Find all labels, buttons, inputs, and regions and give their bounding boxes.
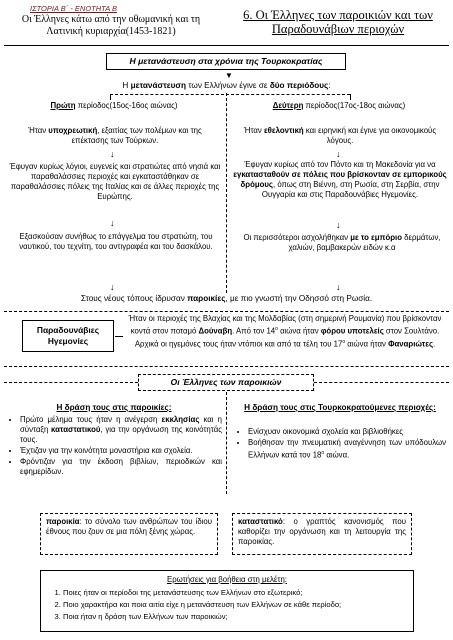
question-item: 3. Ποια ήταν η δράση των Ελλήνων των παροικιών; (63, 612, 405, 622)
second-p3-end: δερμάτων, χαλιών, βαμβακερών ειδών κ.α (288, 233, 441, 252)
first-p1-pre: Ήταν (28, 126, 49, 135)
conclusion-bold: παροικίες (187, 294, 226, 303)
section-divider (4, 366, 449, 367)
danubian-t6: . (433, 339, 436, 349)
colonies-line-right (314, 382, 449, 383)
colony-definition: : το σύνολο των ανθρώπων του ίδιου έθνους που ζουν σε μια πόλη ξένης χώρας. (46, 517, 212, 536)
migration-conclusion (8, 294, 445, 304)
first-p1-end: , εξαιτίας των πολέμων και της επέκτασης των Τούρκων. (71, 126, 202, 145)
migration-title-box (106, 53, 346, 70)
first-period-rest: περίοδος(15ος-16ος αιώνας) (75, 101, 178, 110)
down-arrow-icon: ↓ (110, 282, 115, 292)
study-questions-title: Ερωτήσεις για βοήθεια στη μελέτη: (167, 575, 287, 584)
item1-pre: Πρώτο μέλημα τους ήταν η ανέγερση (20, 415, 162, 424)
statute-definition-box (232, 513, 412, 555)
down-arrow-icon: ↓ (110, 218, 115, 228)
danubian-sup1: ο (275, 326, 278, 332)
item2-pre: Βοήθησαν την πνευματική αναγέννηση των υπόδουλων Ελλήνων κατά τον 18 (248, 438, 446, 460)
second-p1-bold: εθελοντική (263, 126, 304, 135)
study-questions-box (40, 570, 414, 632)
question-item: 2. Ποιο χαρακτήρα και ποια αιτία είχε η μετανάστευση των Ελλήνων σε κάθε περίοδο; (63, 600, 405, 610)
second-period-heading (232, 101, 446, 111)
second-p1-pre: Ήταν (243, 126, 264, 135)
down-arrow-icon: ↓ (336, 282, 341, 292)
down-arrow-icon: ▼ (225, 71, 233, 80)
first-period-nature (10, 126, 220, 146)
danubian-t1: Ήταν οι περιοχές της Βλαχίας και της Μολδαβίας (στη σημερινή Ρουμανία) που βρίσκονταν κοντά στον ποταμό (128, 314, 442, 336)
list-item (248, 438, 446, 461)
first-period-occupations: Εξασκούσαν συνήθως το επάγγελμα του στρατιώτη, του ναυτικού, του τεχνίτη, του αντιγραφέα και του δασκάλου. (19, 232, 213, 251)
second-period-bold: Δεύτερη (272, 101, 304, 110)
danubian-t5: αιώνα ήταν (345, 339, 389, 349)
statute-definition: : ο γραπτός κανονισμός που καθορίζει την οργάνωση και τη λειτουργία της παροικίας. (238, 517, 406, 546)
item1-end: , για την οργάνωση της κοινότητάς τους. (20, 425, 222, 444)
list-item: • Φρόντιζαν για την έκδοση βιβλίων, περιοδικών και εφημερίδων. (20, 457, 222, 477)
danubian-danube: Δούναβη (198, 326, 233, 336)
danubian-sup2: ο (342, 338, 346, 345)
danubian-label: Παραδουνάβιες Ηγεμονίες (36, 325, 100, 346)
item1-mid: και η σύνταξη (20, 415, 223, 434)
list-item (20, 415, 222, 445)
colonies-title: Οι Έλληνες των παροικιών (170, 377, 282, 387)
danubian-description (124, 314, 446, 349)
down-arrow-icon: ↓ (336, 220, 341, 230)
branch-left (110, 94, 111, 100)
colony-term: παροικία (46, 517, 80, 526)
intro-text-mid: των Ελλήνων έγινε σε (186, 81, 270, 90)
second-p3-bold: με το εμπόριο (350, 233, 402, 242)
branch-right (350, 94, 351, 100)
second-p2-bold: εγκατασταθούν σε πόλεις που βρίσκονταν σε εμπορικούς δρόμους (233, 170, 447, 189)
chapter-title: 6. Οι Έλληνες των παροικιών και των Παραδουνάβιων περιοχών (243, 8, 433, 36)
header-divider (4, 45, 449, 46)
study-questions-list (49, 588, 405, 622)
down-arrow-icon: ↓ (336, 149, 341, 159)
intro-bold: μετανάστευση (130, 81, 187, 90)
occupied-action-heading: Η δράση τους στις Τουρκοκρατούμενες περιοχές: (244, 403, 436, 412)
colonies-title-box (138, 374, 314, 391)
second-p3-pre: Οι περισσότεροι ασχολήθηκαν (243, 233, 351, 242)
colonies-action-list (8, 415, 222, 478)
second-p2-end: , όπως στη Βιέννη, στη Ρωσία, στη Σερβία, στην Ουγγαρία και στις Παραδουνάβιες Ηγεμονίες. (261, 180, 440, 199)
statute-term: καταστατικό (238, 517, 283, 526)
danubian-connector (115, 336, 123, 337)
item2-sup: ο (321, 450, 325, 456)
danubian-phanariotes: Φαναριώτες (388, 339, 434, 349)
course-label: ΙΣΤΟΡΙΑ Β΄ - ΕΝΟΤΗΤΑ Β (30, 4, 118, 13)
branch-connector (110, 94, 350, 95)
down-arrow-icon: ↓ (110, 149, 115, 159)
second-period-rest: περίοδος(17ος-18ος αιώνας) (303, 101, 406, 110)
danubian-t3: αιώνα ήταν (277, 326, 321, 336)
second-p1-end: και ειρηνική και έγινε για οικονομικούς λόγους. (303, 126, 437, 145)
second-period-nature (236, 126, 444, 146)
period-title: Οι Έλληνες κάτω από την οθωμανική και τη Λατινική κυριαρχία(1453-1821) (21, 14, 201, 37)
danubian-label-box (22, 320, 114, 352)
list-item: • Έχτιζαν για την κοινότητα μοναστήρια και σχολεία. (20, 446, 222, 456)
second-period-occupations (240, 233, 444, 253)
conclusion-end: , με πιο γνωστή την Οδησσό στη Ρωσία. (225, 294, 373, 303)
migration-title: Η μετανάστευση στα χρόνια της Τουρκοκρατίας (129, 56, 323, 66)
colonies-line-left (4, 382, 138, 383)
section-divider (4, 311, 449, 312)
intro-text: Η (122, 81, 131, 90)
first-period-bold: Πρώτη (50, 101, 76, 110)
second-period-who (232, 160, 448, 200)
first-period-heading (8, 101, 220, 111)
colonies-divider (226, 392, 227, 494)
occupied-action-list (236, 427, 446, 462)
question-item: 1. Ποιες ήταν οι περίοδοι της μετανάστευσης των Ελλήνων στο εξωτερικό; (63, 588, 405, 598)
item2-end: αιώνα. (324, 450, 350, 460)
conclusion-pre: Στους νέους τόπους ίδρυσαν (80, 294, 188, 303)
first-period-who: Έφυγαν κυρίως λόγιοι, ευγενείς και στρατιώτες από νησιά και παραθαλάσσιες περιοχές και εγκαταστάθηκαν σε παραθαλάσσιες πόλεις της Ιταλίας και σε άλλες περιοχές της Ευρώπης. (9, 162, 221, 201)
colonies-action-heading: Η δράση τους στις παροικίες: (56, 403, 172, 412)
center-divider (226, 93, 227, 293)
first-p1-bold: υποχρεωτική (48, 126, 98, 135)
intro-end: : (328, 81, 331, 90)
danubian-t4: στον Σουλτάνο. Αρχικά οι ηγεμόνες τους ήταν ντόπιοι και από τα τέλη του 17 (134, 326, 440, 349)
second-p2-pre: Έφυγαν κυρίως από τον Πόντο και τη Μακεδονία για να (244, 160, 436, 169)
danubian-tributary: φόρου υποτελείς (320, 326, 384, 336)
intro-bold-2: δύο περιόδους (269, 81, 329, 90)
item1-church: εκκλησίας (161, 415, 200, 424)
item1-statute: καταστατικού (51, 425, 101, 434)
colony-definition-box (40, 513, 218, 555)
danubian-t2: . Από τον 14 (232, 326, 276, 336)
list-item: • Ενίσχυαν οικονομικά σχολεία και βιβλιοθήκες (248, 427, 446, 437)
migration-intro (40, 81, 413, 91)
